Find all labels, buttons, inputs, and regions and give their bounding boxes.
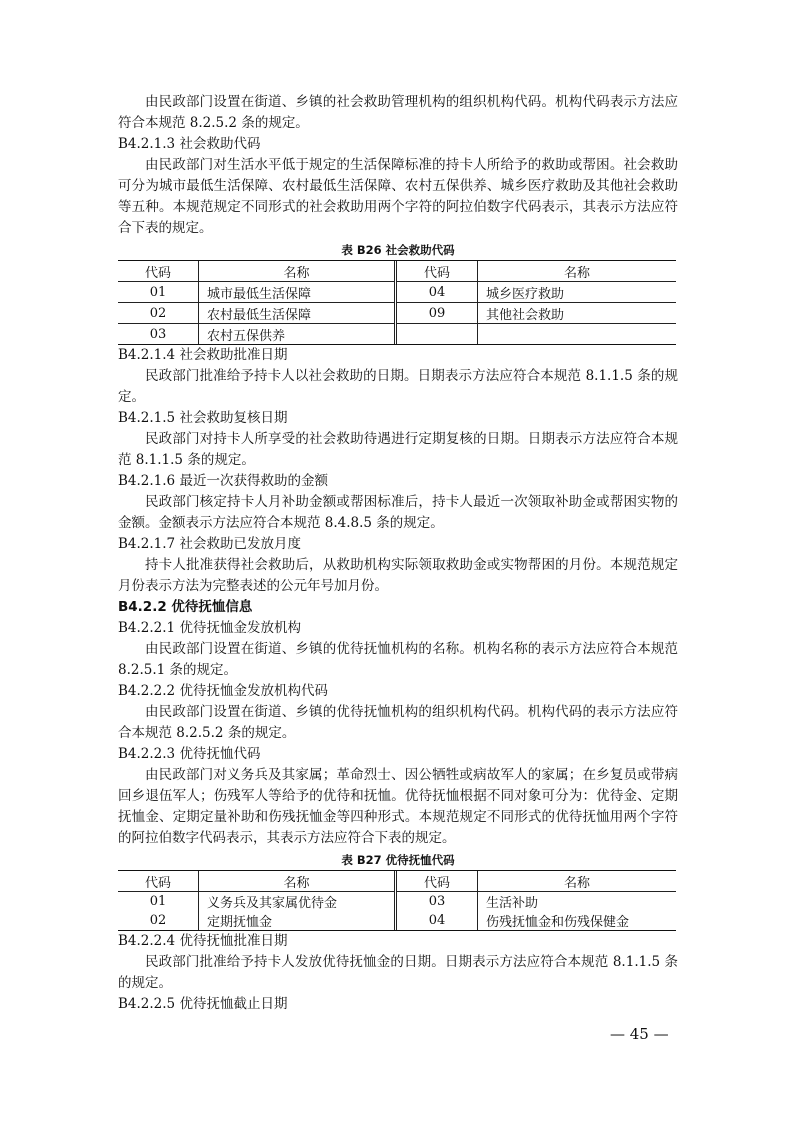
paragraph: 由民政部门对生活水平低于规定的生活保障标准的持卡人所给予的救助或帮困。社会救助可分为城市最低生活保障、农村最低生活保障、农村五保供养、城乡医疗救助及其他社会救助等五种。本规范规定不同形式的社会救助用两个字符的阿拉伯数字代码表示，其表示方法应符合下表的规定。 — [118, 157, 678, 236]
name-cell: 农村五保供养 — [199, 324, 396, 345]
paragraph: 由民政部门设置在街道、乡镇的社会救助管理机构的组织机构代码。机构代码表示方法应符合本规范 8.2.5.2 条的规定。 — [118, 94, 678, 131]
name-cell: 定期抚恤金 — [199, 911, 396, 930]
table-row — [397, 892, 676, 912]
table-row — [397, 324, 676, 345]
page-number: — 45 — — [610, 1025, 669, 1043]
section-heading: B4.2.1.3 社会救助代码 — [118, 136, 261, 152]
table-b27-left — [118, 871, 397, 930]
code-cell — [397, 324, 478, 345]
code-cell: 03 — [118, 324, 199, 345]
code-cell: 01 — [118, 892, 199, 912]
name-cell: 伤残抚恤金和伤残保健金 — [478, 911, 677, 930]
name-cell: 其他社会救助 — [478, 303, 677, 324]
code-cell: 04 — [397, 911, 478, 930]
code-cell: 09 — [397, 303, 478, 324]
column-header-name: 名称 — [199, 871, 396, 892]
paragraph: 民政部门核定持卡人月补助金额或帮困标准后，持卡人最近一次领取补助金或帮困实物的金额。金额表示方法应符合本规范 8.4.8.5 条的规定。 — [118, 494, 678, 531]
table-row — [118, 303, 396, 324]
section-heading: B4.2.1.4 社会救助批准日期 — [118, 347, 288, 363]
code-cell: 04 — [397, 282, 478, 303]
table-b26-right — [397, 261, 676, 344]
table-row — [118, 892, 396, 912]
paragraph: 民政部门对持卡人所享受的社会救助待遇进行定期复核的日期。日期表示方法应符合本规范 8.1.1.5 条的规定。 — [118, 431, 678, 468]
paragraph: 民政部门批准给予持卡人以社会救助的日期。日期表示方法应符合本规范 8.1.1.5 条的规定。 — [118, 368, 678, 405]
table-row — [118, 324, 396, 345]
column-header-code: 代码 — [397, 871, 478, 892]
table-b26-left — [118, 261, 397, 344]
section-heading: B4.2.2.2 优待抚恤金发放机构代码 — [118, 683, 328, 699]
table-row — [397, 303, 676, 324]
column-header-name: 名称 — [478, 871, 677, 892]
table-b26 — [118, 260, 676, 345]
code-cell: 02 — [118, 303, 199, 324]
table-row — [118, 282, 396, 303]
table-caption: 表 B27 优待抚恤代码 — [341, 853, 455, 867]
document-page — [118, 92, 678, 1015]
table-row — [397, 282, 676, 303]
paragraph: 由民政部门设置在街道、乡镇的优待抚恤机构的组织机构代码。机构代码的表示方法应符合本规范 8.2.5.2 条的规定。 — [118, 704, 678, 741]
paragraph: 由民政部门对义务兵及其家属；革命烈士、因公牺牲或病故军人的家属；在乡复员或带病回乡退伍军人；伤残军人等给予的优待和抚恤。优待抚恤根据不同对象可分为：优待金、定期抚恤金、定期定量补助和伤残抚恤金等四种形式。本规范规定不同形式的优待抚恤用两个字符的阿拉伯数字代码表示，其表示方法应符合下表的规定。 — [118, 767, 678, 846]
table-caption: 表 B26 社会救助代码 — [341, 243, 455, 257]
section-heading: B4.2.1.6 最近一次获得救助的金额 — [118, 473, 328, 489]
section-heading: B4.2.2.3 优待抚恤代码 — [118, 746, 261, 762]
section-heading: B4.2.1.7 社会救助已发放月度 — [118, 536, 301, 552]
code-cell: 03 — [397, 892, 478, 912]
name-cell — [478, 324, 677, 345]
column-header-name: 名称 — [199, 261, 396, 282]
code-cell: 02 — [118, 911, 199, 930]
section-heading: B4.2.1.5 社会救助复核日期 — [118, 410, 288, 426]
table-b27-right — [397, 871, 676, 930]
table-b27 — [118, 870, 676, 931]
column-header-code: 代码 — [397, 261, 478, 282]
column-header-code: 代码 — [118, 261, 199, 282]
code-cell: 01 — [118, 282, 199, 303]
section-heading: B4.2.2.5 优待抚恤截止日期 — [118, 996, 288, 1012]
paragraph: 由民政部门设置在街道、乡镇的优待抚恤机构的名称。机构名称的表示方法应符合本规范 8.2.5.1 条的规定。 — [118, 641, 678, 678]
table-row — [118, 911, 396, 930]
table-row — [397, 911, 676, 930]
paragraph: 民政部门批准给予持卡人发放优待抚恤金的日期。日期表示方法应符合本规范 8.1.1.5 条的规定。 — [118, 954, 678, 991]
section-heading: B4.2.2.1 优待抚恤金发放机构 — [118, 620, 301, 636]
section-heading: B4.2.2.4 优待抚恤批准日期 — [118, 933, 288, 949]
column-header-name: 名称 — [478, 261, 677, 282]
name-cell: 义务兵及其家属优待金 — [199, 892, 396, 912]
column-header-code: 代码 — [118, 871, 199, 892]
name-cell: 城市最低生活保障 — [199, 282, 396, 303]
name-cell: 农村最低生活保障 — [199, 303, 396, 324]
name-cell: 生活补助 — [478, 892, 677, 912]
name-cell: 城乡医疗救助 — [478, 282, 677, 303]
section-heading: B4.2.2 优待抚恤信息 — [118, 599, 253, 615]
paragraph: 持卡人批准获得社会救助后，从救助机构实际领取救助金或实物帮困的月份。本规范规定月份表示方法为完整表述的公元年号加月份。 — [118, 557, 678, 594]
